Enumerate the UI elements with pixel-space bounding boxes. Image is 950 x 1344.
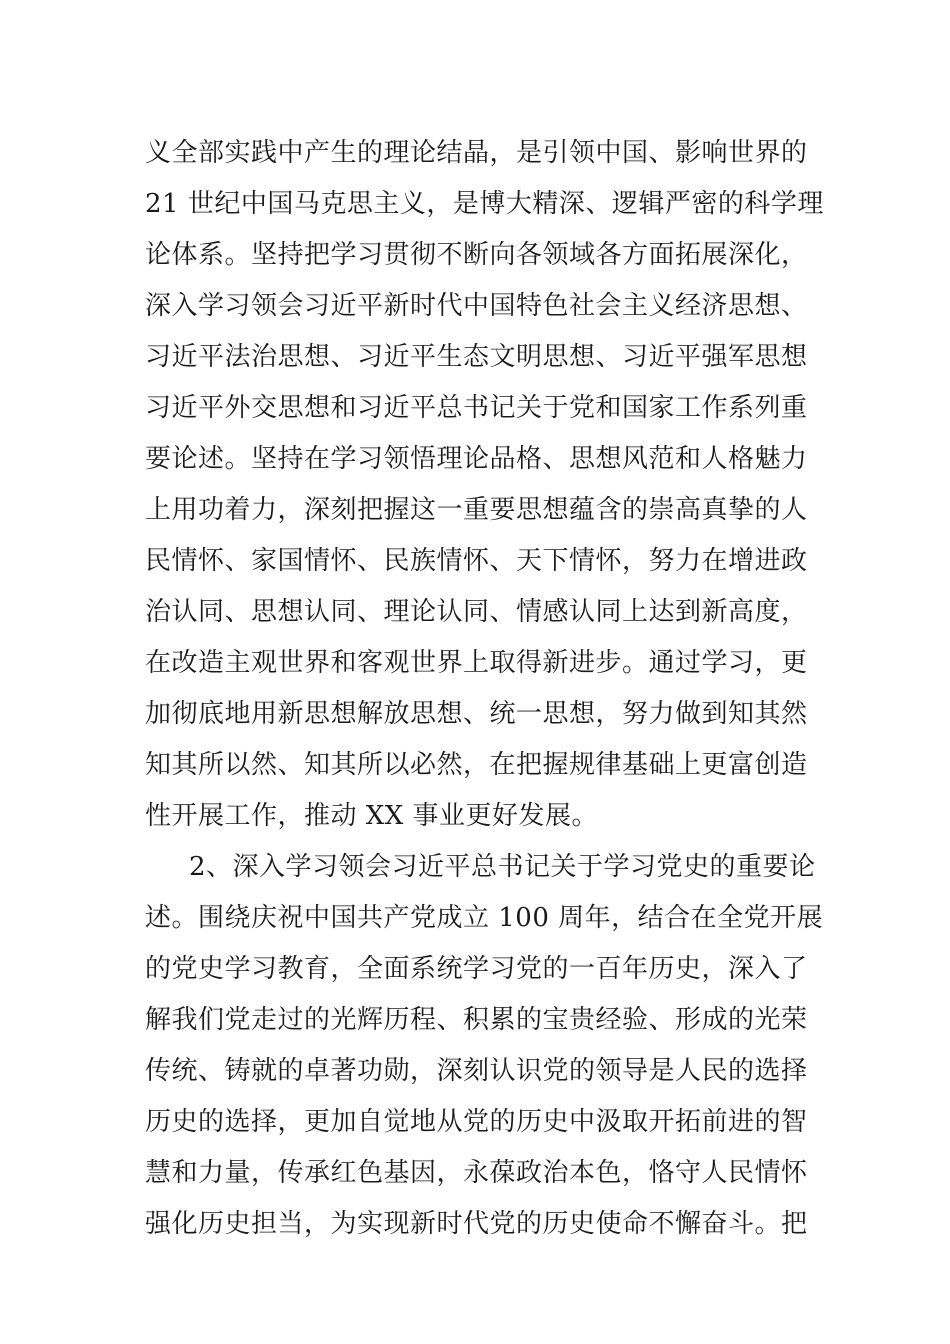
text-line: 述。围绕庆祝中国共产党成立 100 周年，结合在全党开展 bbox=[145, 903, 824, 933]
text-line: 上用功着力，深刻把握这一重要思想蕴含的崇高真挚的人 bbox=[145, 495, 808, 525]
text-line: 传统、铸就的卓著功勋，深刻认识党的领导是人民的选择 bbox=[145, 1056, 808, 1086]
document-body bbox=[145, 128, 824, 1250]
text-line: 要论述。坚持在学习领悟理论品格、思想风范和人格魅力 bbox=[145, 444, 808, 474]
text-line: 知其所以然、知其所以必然，在把握规律基础上更富创造 bbox=[145, 750, 808, 780]
text-line: 强化历史担当，为实现新时代党的历史使命不懈奋斗。把 bbox=[145, 1209, 808, 1239]
text-line: 习近平法治思想、习近平生态文明思想、习近平强军思想 bbox=[145, 342, 808, 372]
text-line: 性开展工作，推动 XX 事业更好发展。 bbox=[145, 801, 599, 831]
text-line: 加彻底地用新思想解放思想、统一思想，努力做到知其然 bbox=[145, 699, 808, 729]
text-line: 慧和力量，传承红色基因，永葆政治本色，恪守人民情怀 bbox=[145, 1158, 808, 1188]
text-line: 历史的选择，更加自觉地从党的历史中汲取开拓前进的智 bbox=[145, 1107, 808, 1137]
text-line: 21 世纪中国马克思主义，是博大精深、逻辑严密的科学理 bbox=[145, 189, 824, 219]
text-line: 习近平外交思想和习近平总书记关于党和国家工作系列重 bbox=[145, 393, 808, 423]
text-line: 的党史学习教育，全面系统学习党的一百年历史，深入了 bbox=[145, 954, 808, 984]
paragraph-start-line: 2、深入学习领会习近平总书记关于学习党史的重要论 bbox=[189, 852, 816, 882]
text-line: 论体系。坚持把学习贯彻不断向各领域各方面拓展深化， bbox=[145, 240, 808, 270]
text-line: 深入学习领会习近平新时代中国特色社会主义经济思想、 bbox=[145, 291, 808, 321]
text-line: 治认同、思想认同、理论认同、情感认同上达到新高度， bbox=[145, 597, 808, 627]
text-line: 解我们党走过的光辉历程、积累的宝贵经验、形成的光荣 bbox=[145, 1005, 808, 1035]
text-line: 义全部实践中产生的理论结晶，是引领中国、影响世界的 bbox=[145, 138, 808, 168]
text-line: 在改造主观世界和客观世界上取得新进步。通过学习，更 bbox=[145, 648, 808, 678]
text-line: 民情怀、家国情怀、民族情怀、天下情怀，努力在增进政 bbox=[145, 546, 808, 576]
